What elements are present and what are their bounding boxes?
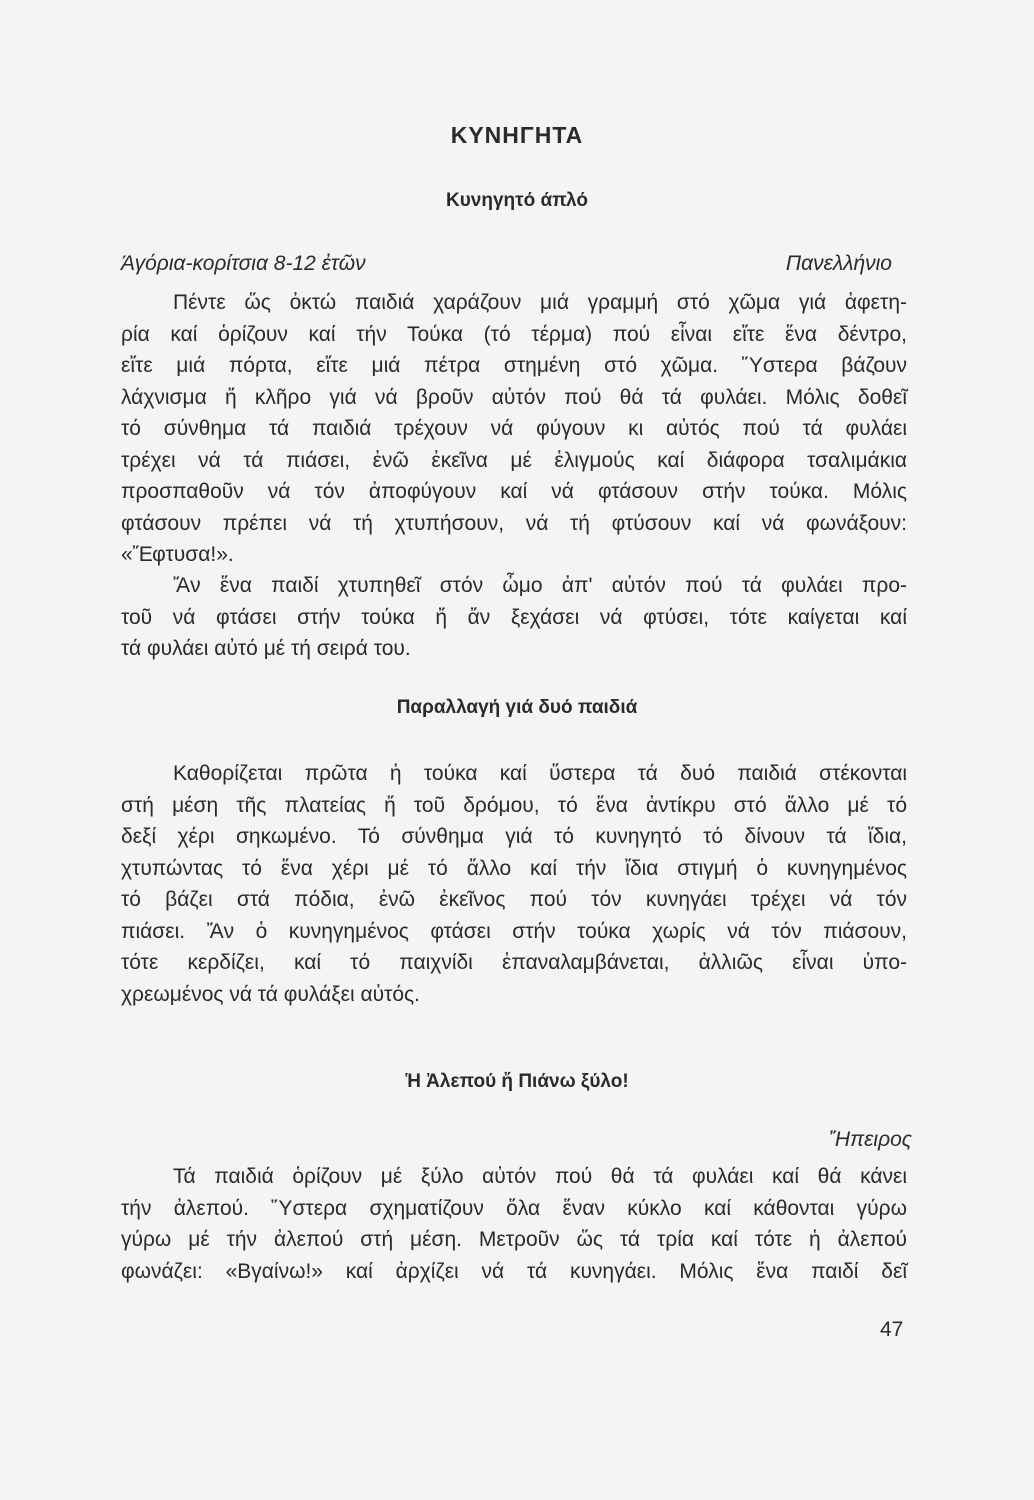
section1-paragraph-2: [121, 570, 907, 665]
text-line: τότε κερδίζει, καί τό παιχνίδι ἐπαναλαμβάνεται, ἀλλιῶς εἶναι ὑπο-: [121, 951, 907, 974]
text-line: τά φυλάει αὐτό μέ τή σειρά του.: [121, 637, 411, 660]
text-line: τό βάζει στά πόδια, ἐνῶ ἐκεῖνος πού τόν κυνηγάει τρέχει νά τόν: [121, 888, 907, 911]
section2-paragraph: [121, 758, 907, 1010]
text-line: Ἄν ἕνα παιδί χτυπηθεῖ στόν ὦμο ἀπ' αὐτόν πού τά φυλάει προ-: [173, 574, 907, 597]
text-line: Πέντε ὥς ὀκτώ παιδιά χαράζουν μιά γραμμή στό χῶμα γιά ἀφετη-: [173, 291, 907, 314]
region-label: Πανελλήνιο: [785, 252, 892, 275]
region-label: Ἤπειρος: [828, 1128, 912, 1151]
section-title-two-children-variation: Παραλλαγή γιά δυό παιδιά: [396, 697, 638, 718]
text-line: φτάσουν πρέπει νά τή χτυπήσουν, νά τή φτύσουν καί νά φωνάξουν:: [121, 511, 907, 535]
text-line: Τά παιδιά ὁρίζουν μέ ξύλο αὐτόν πού θά τά φυλάει καί θά κάνει: [173, 1165, 907, 1188]
text-line: ρία καί ὁρίζουν καί τήν Τούκα (τό τέρμα) πού εἶναι εἴτε ἕνα δέντρο,: [121, 322, 907, 346]
text-line: «Ἔφτυσα!».: [121, 543, 234, 566]
text-line: φωνάζει: «Βγαίνω!» καί ἀρχίζει νά τά κυνηγάει. Μόλις ἕνα παιδί δεῖ: [121, 1259, 907, 1283]
text-line: τρέχει νά τά πιάσει, ἐνῶ ἐκεῖνα μέ ἑλιγμούς καί διάφορα τσαλιμάκια: [121, 448, 907, 472]
text-line: τό σύνθημα τά παιδιά τρέχουν νά φύγουν κι αὐτός πού τά φυλάει: [121, 417, 907, 440]
page-number: 47: [880, 1318, 904, 1341]
text-line: τήν ἀλεπού. Ὕστερα σχηματίζουν ὅλα ἕναν κύκλο καί κάθονται γύρω: [121, 1196, 907, 1220]
text-line: πιάσει. Ἄν ὁ κυνηγημένος φτάσει στήν τούκα χωρίς νά τόν πιάσουν,: [121, 919, 907, 943]
text-line: χρεωμένος νά τά φυλάξει αὐτός.: [121, 982, 421, 1006]
text-line: τοῦ νά φτάσει στήν τούκα ἤ ἄν ξεχάσει νά φτύσει, τότε καίγεται καί: [121, 605, 907, 629]
text-line: χτυπώντας τό ἕνα χέρι μέ τό ἄλλο καί τήν ἴδια στιγμή ὁ κυνηγημένος: [121, 856, 907, 880]
text-line: στή μέση τῆς πλατείας ἤ τοῦ δρόμου, τό ἕνα ἀντίκρυ στό ἄλλο μέ τό: [121, 793, 907, 817]
text-line: προσπαθοῦν νά τόν ἀποφύγουν καί νά φτάσουν στήν τούκα. Μόλις: [121, 480, 907, 503]
section3-paragraph: [121, 1161, 907, 1287]
text-line: λάχνισμα ἤ κλῆρο γιά νά βροῦν αὐτόν πού θά τά φυλάει. Μόλις δοθεῖ: [121, 385, 907, 409]
text-line: γύρω μέ τήν ἀλεπού στή μέση. Μετροῦν ὥς τά τρία καί τότε ἡ ἀλεπού: [121, 1228, 907, 1251]
age-group-label: Άγόρια-κορίτσια 8-12 ἐτῶν: [121, 252, 366, 275]
chapter-title: ΚΥΝΗΓΗΤΑ: [450, 122, 584, 148]
text-line: εἴτε μιά πόρτα, εἴτε μιά πέτρα στημένη στό χῶμα. Ὕστερα βάζουν: [121, 354, 907, 377]
section1-paragraph-1: [121, 287, 907, 571]
text-line: δεξί χέρι σηκωμένο. Τό σύνθημα γιά τό κυνηγητό τό δίνουν τά ἴδια,: [121, 825, 907, 848]
section-title-simple-chase: Κυνηγητό άπλό: [446, 190, 588, 211]
section-title-fox-game: Ἡ Ἀλεπού ἤ Πιάνω ξύλο!: [405, 1071, 629, 1092]
text-line: Καθορίζεται πρῶτα ἡ τούκα καί ὕστερα τά δυό παιδιά στέκονται: [173, 762, 907, 785]
